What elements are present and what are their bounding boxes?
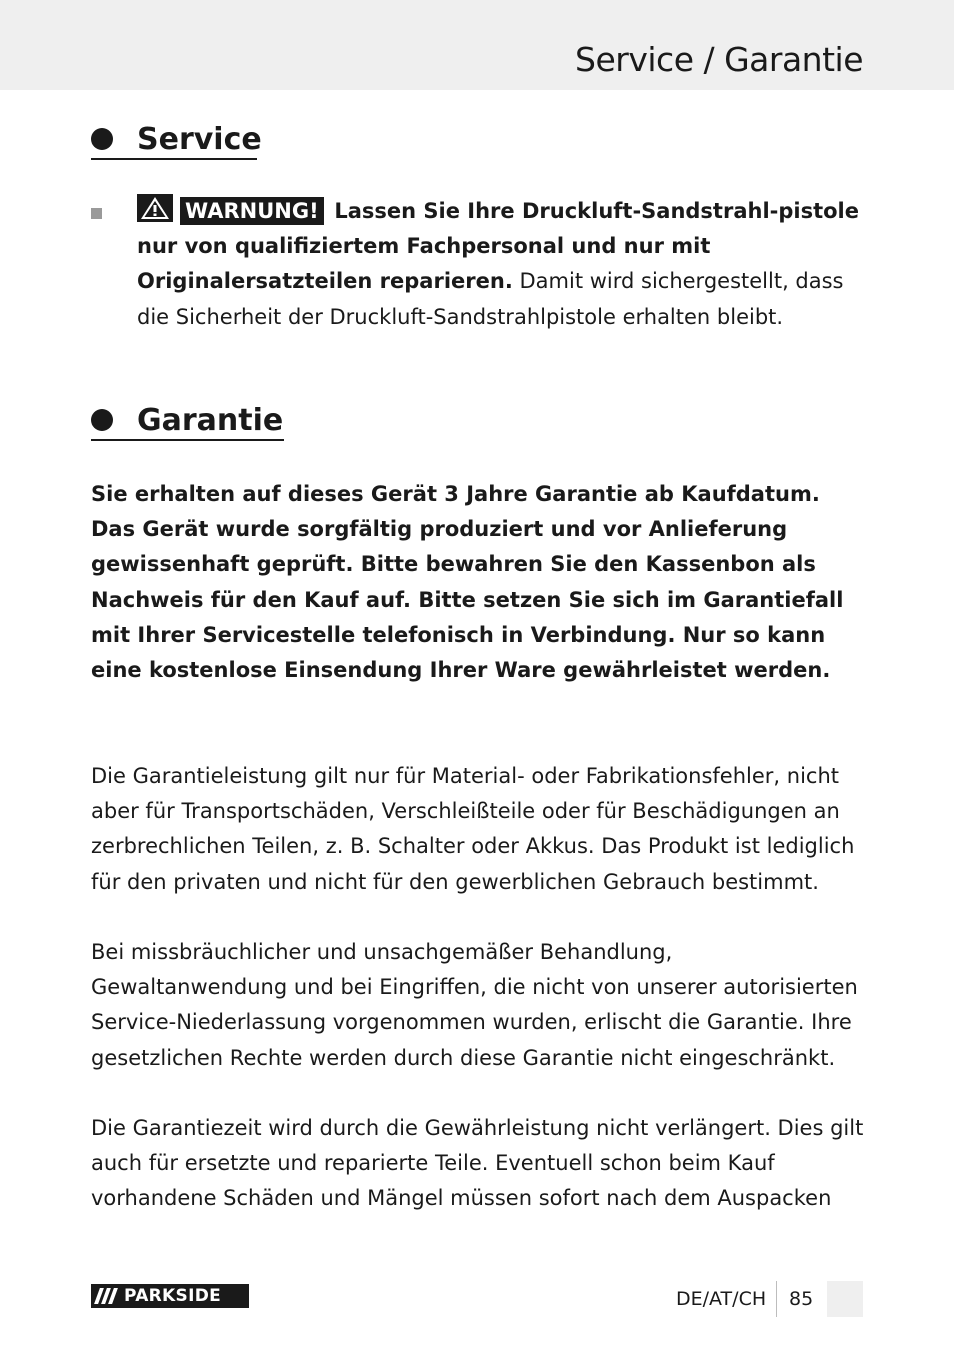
service-heading: Service (137, 121, 262, 157)
garantie-heading: Garantie (137, 402, 284, 438)
filled-circle-icon (91, 128, 113, 150)
garantie-heading-row (91, 395, 283, 445)
filled-circle-icon (91, 409, 113, 431)
garantie-paragraph-3: Die Garantiezeit wird durch die Gewährleistung nicht verlängert. Dies gilt auch für ersetzte und reparierte Teile. Eventuell schon beim Kauf vorhandene Schäden und Mängel müssen sofort nach dem Auspacken (91, 1116, 864, 1211)
footer-tab-box (827, 1281, 863, 1317)
garantie-intro: Sie erhalten auf dieses Gerät 3 Jahre Garantie ab Kaufdatum. Das Gerät wurde sorgfältig produziert und vor Anlieferung gewissenhaft geprüft. Bitte bewahren Sie den Kassenbon als Nachweis für den Kauf auf. Bitte setzen Sie sich im Garantiefall mit Ihrer Servicestelle telefonisch in Verbindung. Nur so kann eine kostenlose Einsendung Ihrer Ware gewährleistet werden. (91, 482, 844, 683)
parkside-logo (91, 1284, 249, 1308)
logo-stripes-icon (97, 1288, 118, 1304)
service-heading-underline (91, 158, 257, 160)
garantie-paragraph-2: Bei missbräuchlicher und unsachgemäßer Behandlung, Gewaltanwendung und bei Eingriffen, die nicht von unserer autorisierten Service-Niederlassung vorgenommen wurden, erlischt die Garantie. Ihre gesetzlichen Rechte werden durch diese Garantie nicht eingeschränkt. (91, 940, 858, 1070)
warning-label: WARNUNG! (180, 197, 324, 225)
square-bullet-icon (91, 208, 102, 219)
footer-locale: DE/AT/CH (676, 1288, 767, 1310)
service-warning-text (137, 194, 867, 335)
service-heading-row (91, 114, 262, 164)
footer-divider (776, 1281, 777, 1317)
page-title: Service / Garantie (575, 40, 863, 79)
warning-normal-text: Damit wird sichergestellt, dass die Sicherheit der Druckluft-Sandstrahlpistole erhalten bleibt. (137, 269, 844, 329)
warning-triangle-icon (137, 194, 173, 222)
warning-bold-text: Lassen Sie Ihre Druckluft-Sandstrahl-pistole nur von qualifiziertem Fachpersonal und nur mit Originalersatzteilen reparieren. (137, 199, 860, 294)
garantie-paragraph-1: Die Garantieleistung gilt nur für Material- oder Fabrikationsfehler, nicht aber für Transportschäden, Verschleißteile oder für Beschädigungen an zerbrechlichen Teilen, z. B. Schalter oder Akkus. Das Produkt ist lediglich für den privaten und nicht für den gewerblichen Gebrauch bestimmt. (91, 764, 855, 894)
logo-text: PARKSIDE (124, 1286, 222, 1306)
page-number: 85 (789, 1288, 814, 1310)
garantie-heading-underline (91, 439, 284, 441)
